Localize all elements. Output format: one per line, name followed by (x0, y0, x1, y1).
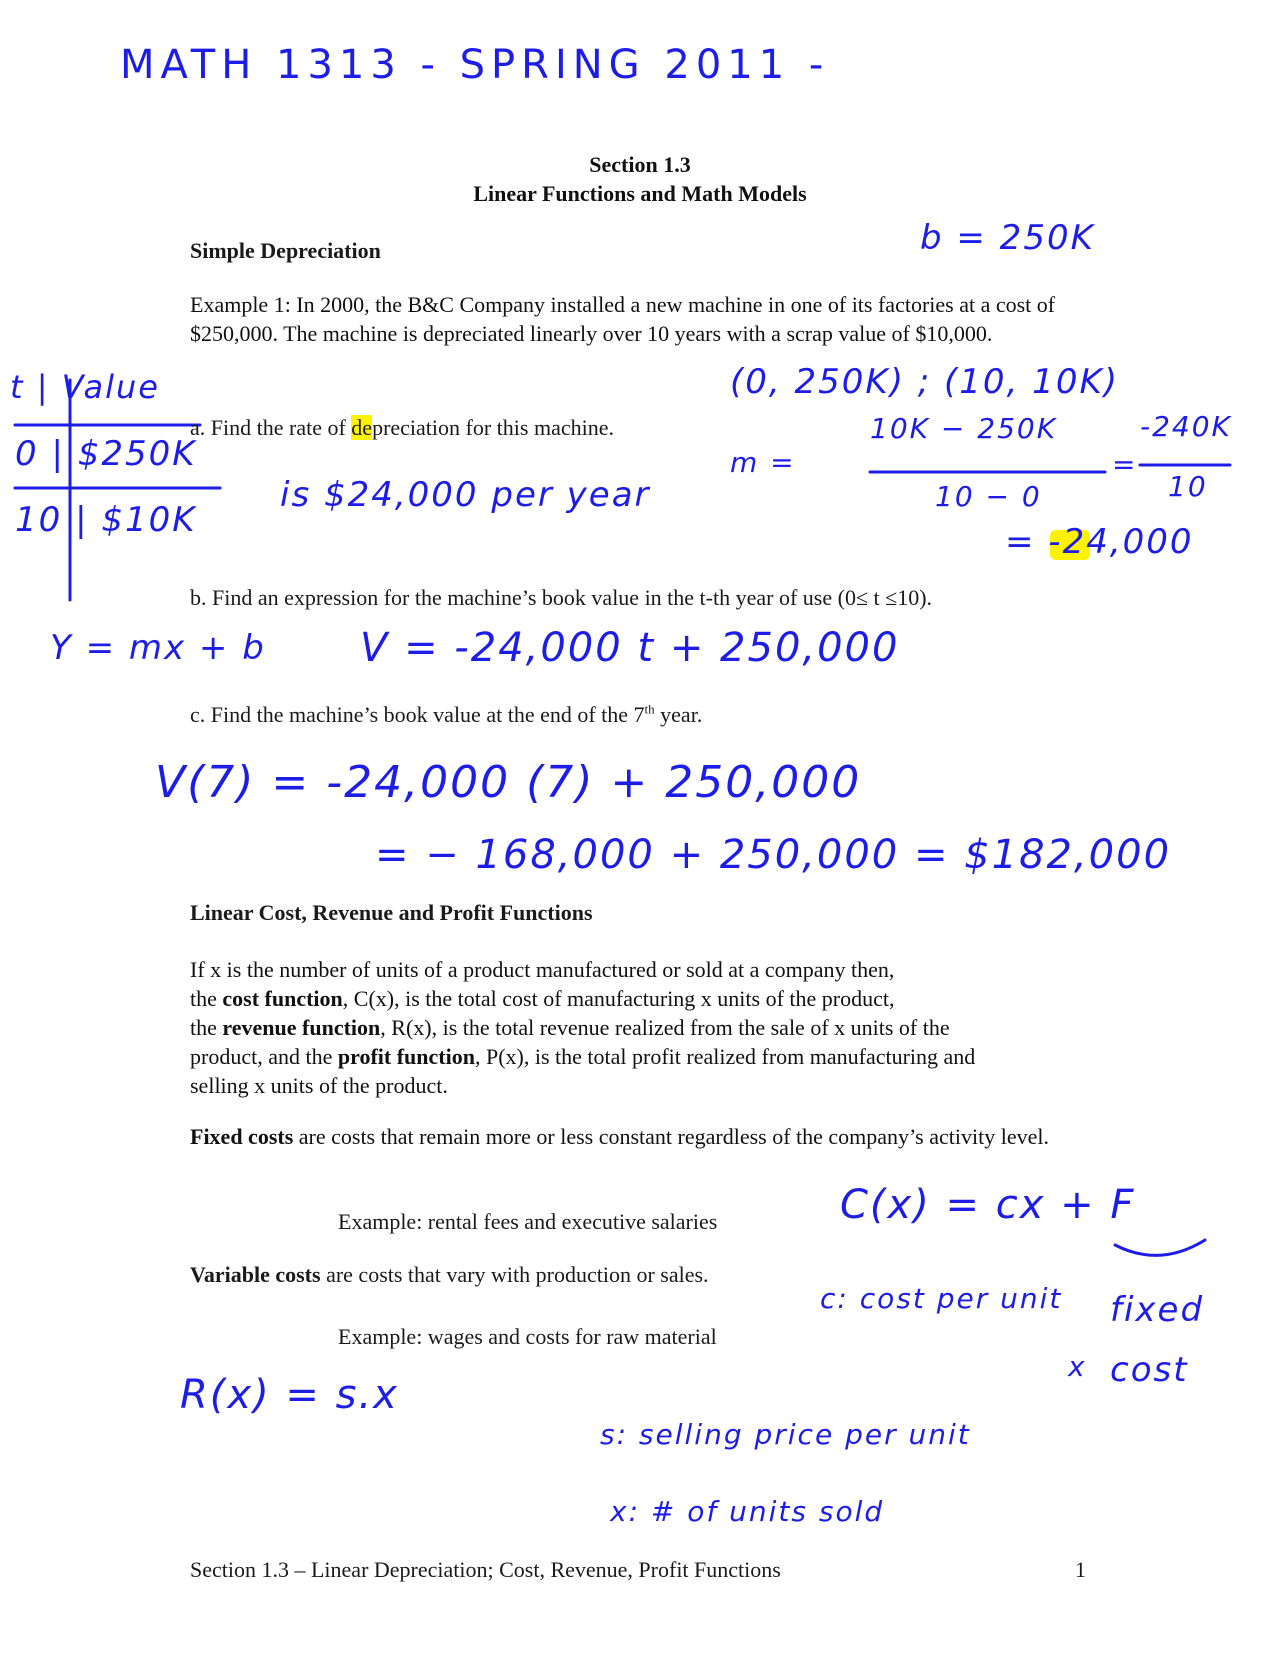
handwritten-points: (0, 250K) ; (10, 10K) (730, 362, 1120, 402)
heading-linear-cost-revenue-profit: Linear Cost, Revenue and Profit Functions (190, 900, 593, 925)
part-c-superscript: th (644, 701, 655, 717)
part-a-label: a. (190, 415, 206, 440)
variable-costs-example: Example: wages and costs for raw material (338, 1324, 717, 1349)
handwritten-answer-c-line-2: = − 168,000 + 250,000 = $182,000 (375, 832, 1172, 878)
part-a-text-start: Find the rate of (210, 415, 352, 440)
handwritten-table-header: t | Value (10, 368, 160, 406)
footer-section-title: Section 1.3 – Linear Depreciation; Cost, Revenue, Profit Functions (190, 1557, 781, 1582)
definition-line-2 (190, 984, 1110, 1013)
part-a-question (190, 413, 614, 442)
handwritten-slope-label: m = (730, 446, 796, 479)
variable-costs-definition (190, 1260, 709, 1289)
definition-line-3 (190, 1013, 1110, 1042)
definition-line-4-post: , P(x), is the total profit realized from manufacturing and (474, 1044, 976, 1069)
footer-page-number: 1 (1075, 1557, 1086, 1582)
handwritten-fixed-cost: fixed cost (1110, 1290, 1205, 1390)
heading-simple-depreciation: Simple Depreciation (190, 238, 381, 263)
handwritten-cost-per-unit: c: cost per unit (820, 1282, 1063, 1315)
handwritten-answer-b: V = -24,000 t + 250,000 (360, 625, 900, 671)
part-c-question (190, 700, 702, 729)
handwritten-table-row-1: 0 | $250K (15, 434, 197, 474)
handwritten-cost-function: C(x) = cx + F (840, 1182, 1136, 1228)
revenue-function-term: revenue function (222, 1015, 381, 1040)
handwritten-slope-fraction-num: -240K (1140, 410, 1232, 443)
handwritten-slope-denominator: 10 − 0 (935, 480, 1042, 513)
part-b-question: b. Find an expression for the machine’s book value in the t-th year of use (0≤ t ≤10). (190, 585, 933, 610)
definition-line-1: If x is the number of units of a product manufactured or sold at a company then, (190, 957, 895, 982)
handwritten-revenue-function: R(x) = s.x (180, 1372, 399, 1418)
definition-line-4 (190, 1042, 1110, 1071)
variable-costs-term: Variable costs (190, 1262, 321, 1287)
handwritten-table-row-2: 10 | $10K (15, 500, 197, 540)
part-a-text-end: preciation for this machine. (372, 415, 614, 440)
variable-costs-text: are costs that vary with production or sales. (320, 1262, 709, 1287)
example-1-text: Example 1: In 2000, the B&C Company installed a new machine in one of its factories at a cost of $250,000. The machine is depreciated linearly over 10 years with a scrap value of $10,000. (190, 292, 1056, 346)
part-c-text-start: c. Find the machine’s book value at the end of the 7 (190, 702, 645, 727)
definition-line-2-pre: the (190, 986, 223, 1011)
handwritten-answer-c-line-1: V(7) = -24,000 (7) + 250,000 (155, 757, 862, 808)
section-subtitle: Linear Functions and Math Models (473, 181, 807, 206)
definition-line-5: selling x units of the product. (190, 1073, 448, 1098)
handwritten-b-equation: b = 250K (920, 218, 1095, 258)
fixed-costs-text: are costs that remain more or less constant regardless of the company’s activity level. (293, 1124, 1049, 1149)
handwritten-slope-equals: = (1112, 448, 1138, 481)
section-title: Section 1.3 (589, 152, 691, 177)
part-a-highlight: de (351, 415, 373, 440)
handwritten-slope-intercept-form: Y = mx + b (50, 628, 266, 668)
part-c-text-end: year. (654, 702, 703, 727)
profit-function-term: profit function (337, 1044, 475, 1069)
handwritten-slope-result: = -24,000 (1005, 522, 1194, 562)
cost-function-term: cost function (222, 986, 343, 1011)
handwritten-cost-x: x (1068, 1350, 1087, 1383)
handwritten-slope-fraction-den: 10 (1168, 470, 1208, 503)
definition-line-2-post: , C(x), is the total cost of manufacturing x units of the product, (342, 986, 895, 1011)
definition-line-3-post: , R(x), is the total revenue realized from the sale of x units of the (380, 1015, 950, 1040)
handwritten-course-header: MATH 1313 - SPRING 2011 - (120, 42, 830, 88)
fixed-cost-brace (1115, 1240, 1205, 1255)
definitions-paragraph (190, 955, 1110, 1100)
handwritten-selling-price-definition: s: selling price per unit (600, 1418, 971, 1451)
handwritten-answer-a: is $24,000 per year (280, 475, 651, 515)
fixed-costs-definition (190, 1122, 1050, 1151)
handwritten-units-sold-definition: x: # of units sold (610, 1495, 885, 1528)
fixed-costs-term: Fixed costs (190, 1124, 294, 1149)
handwritten-slope-numerator: 10K − 250K (870, 412, 1058, 445)
definition-line-4-pre: product, and the (190, 1044, 338, 1069)
fixed-costs-example: Example: rental fees and executive salaries (338, 1209, 718, 1234)
definition-line-3-pre: the (190, 1015, 223, 1040)
